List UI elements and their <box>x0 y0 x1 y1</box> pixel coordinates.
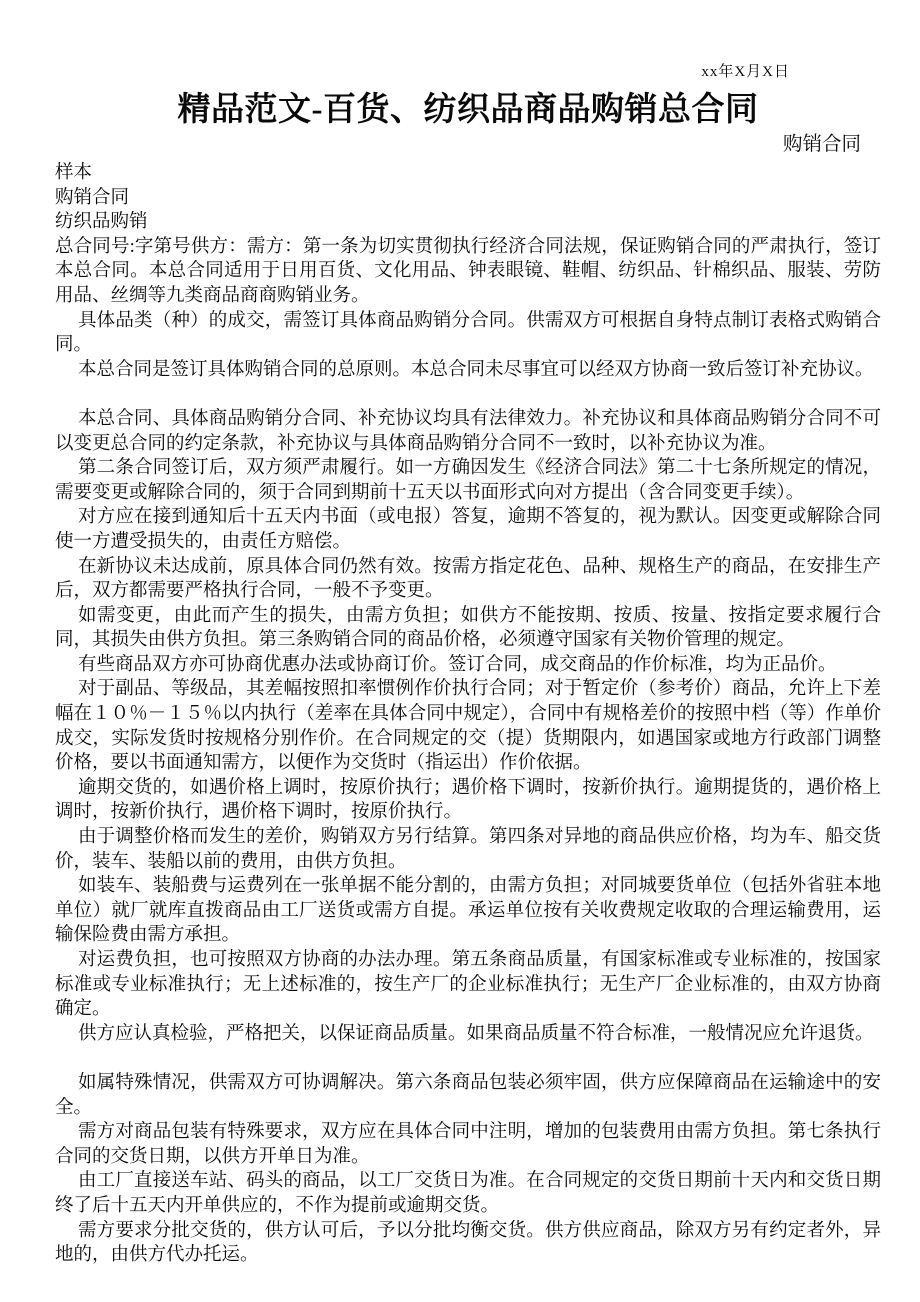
paragraph: 如装车、装船费与运费列在一张单据不能分割的，由需方负担；对同城要货单位（包括外省驻本地单位）就厂就库直拨商品由工厂送货或需方自提。承运单位按有关收费规定收取的合理运输费用，运输保险费由需方承担。 <box>55 876 881 946</box>
document-subtitle: 购销合同 <box>782 134 861 155</box>
paragraph: 有些商品双方亦可协商优惠办法或协商订价。签订合同，成交商品的作价标准，均为正品价。 <box>78 654 837 675</box>
paragraph: 在新协议未达成前，原具体合同仍然有效。按需方指定花色、品种、规格生产的商品，在安排生产后，双方都需要严格执行合同，一般不予变更。 <box>55 556 881 602</box>
paragraph: 逾期交货的，如遇价格上调时，按原价执行；遇价格下调时，按新价执行。逾期提货的，遇价格上调时，按新价执行，遇价格下调时，按原价执行。 <box>55 777 881 823</box>
paragraph: 第二条合同签订后，双方须严肃履行。如一方确因发生《经济合同法》第二十七条所规定的情况，需要变更或解除合同的，须于合同到期前十五天以书面形式向对方提出（含合同变更手续）。 <box>55 458 881 503</box>
paragraph: 本总合同、具体商品购销分合同、补充协议均具有法律效力。补充协议和具体商品购销分合同不可以变更总合同的约定条款，补充协议与具体商品购销分合同不一致时，以补充协议为准。 <box>55 408 881 454</box>
paragraph: 由于调整价格而发生的差价，购销双方另行结算。第四条对异地的商品供应价格，均为车、船交货价，装车、装船以前的费用，由供方负担。 <box>55 827 881 872</box>
paragraph: 如属特殊情况，供需双方可协调解决。第六条商品包装必须牢固，供方应保障商品在运输途中的安全。 <box>55 1072 881 1118</box>
paragraph: 样本 <box>55 163 93 183</box>
paragraph: 对方应在接到通知后十五天内书面（或电报）答复，逾期不答复的，视为默认。因变更或解除合同使一方遭受损失的，由责任方赔偿。 <box>55 507 881 552</box>
paragraph: 对运费负担，也可按照双方协商的办法办理。第五条商品质量，有国家标准或专业标准的，按国家标准或专业标准执行；无上述标准的，按生产厂的企业标准执行；无生产厂企业标准的，由双方协商确定。 <box>55 950 881 1020</box>
paragraph: 需方对商品包装有特殊要求，双方应在具体合同中注明，增加的包装费用由需方负担。第七条执行合同的交货日期，以供方开单日为准。 <box>55 1122 881 1167</box>
document-body <box>55 161 881 1268</box>
document-title: 精品范文-百货、纺织品商品购销总合同 <box>177 92 759 128</box>
paragraph: 本总合同是签订具体购销合同的总原则。本总合同未尽事宜可以经双方协商一致后签订补充协议。 <box>78 359 874 380</box>
paragraph: 如需变更，由此而产生的损失，由需方负担；如供方不能按期、按质、按量、按指定要求履行合同，其损失由供方负担。第三条购销合同的商品价格，必须遵守国家有关物价管理的规定。 <box>55 605 881 651</box>
paragraph: 需方要求分批交货的，供方认可后，予以分批均衡交货。供方供应商品，除双方另有约定者外，异地的，由供方代办托运。 <box>55 1220 881 1266</box>
paragraph: 总合同号:字第号供方：需方：第一条为切实贯彻执行经济合同法规，保证购销合同的严肃执行，签订本总合同。本总合同适用于日用百货、文化用品、钟表眼镜、鞋帽、纺织品、针棉织品、服装、劳防用品、丝绸等九类商品商商购销业务。 <box>55 236 881 306</box>
paragraph: 对于副品、等级品，其差幅按照扣率惯例作价执行合同；对于暂定价（参考价）商品，允许上下差幅在１０％－１５％以内执行（差率在具体合同中规定），合同中有规格差价的按照中档（等）作单价成交，实际发货时按规格分别作价。在合同规定的交（提）货期限内，如遇国家或地方行政部门调整价格，要以书面通知需方，以便作为交货时（指运出）作价依据。 <box>55 679 881 774</box>
paragraph: 购销合同 <box>55 187 130 208</box>
document-date: xx年X月X日 <box>701 64 790 80</box>
paragraph: 具体品类（种）的成交，需签订具体商品购销分合同。供需双方可根据自身特点制订表格式购销合同。 <box>55 310 881 356</box>
paragraph: 由工厂直接送车站、码头的商品，以工厂交货日为准。在合同规定的交货日期前十天内和交货日期终了后十五天内开单供应的，不作为提前或逾期交货。 <box>55 1171 881 1216</box>
paragraph: 供方应认真检验，严格把关，以保证商品质量。如果商品质量不符合标准，一般情况应允许退货。 <box>78 1023 874 1044</box>
paragraph: 纺织品购销 <box>55 212 148 233</box>
